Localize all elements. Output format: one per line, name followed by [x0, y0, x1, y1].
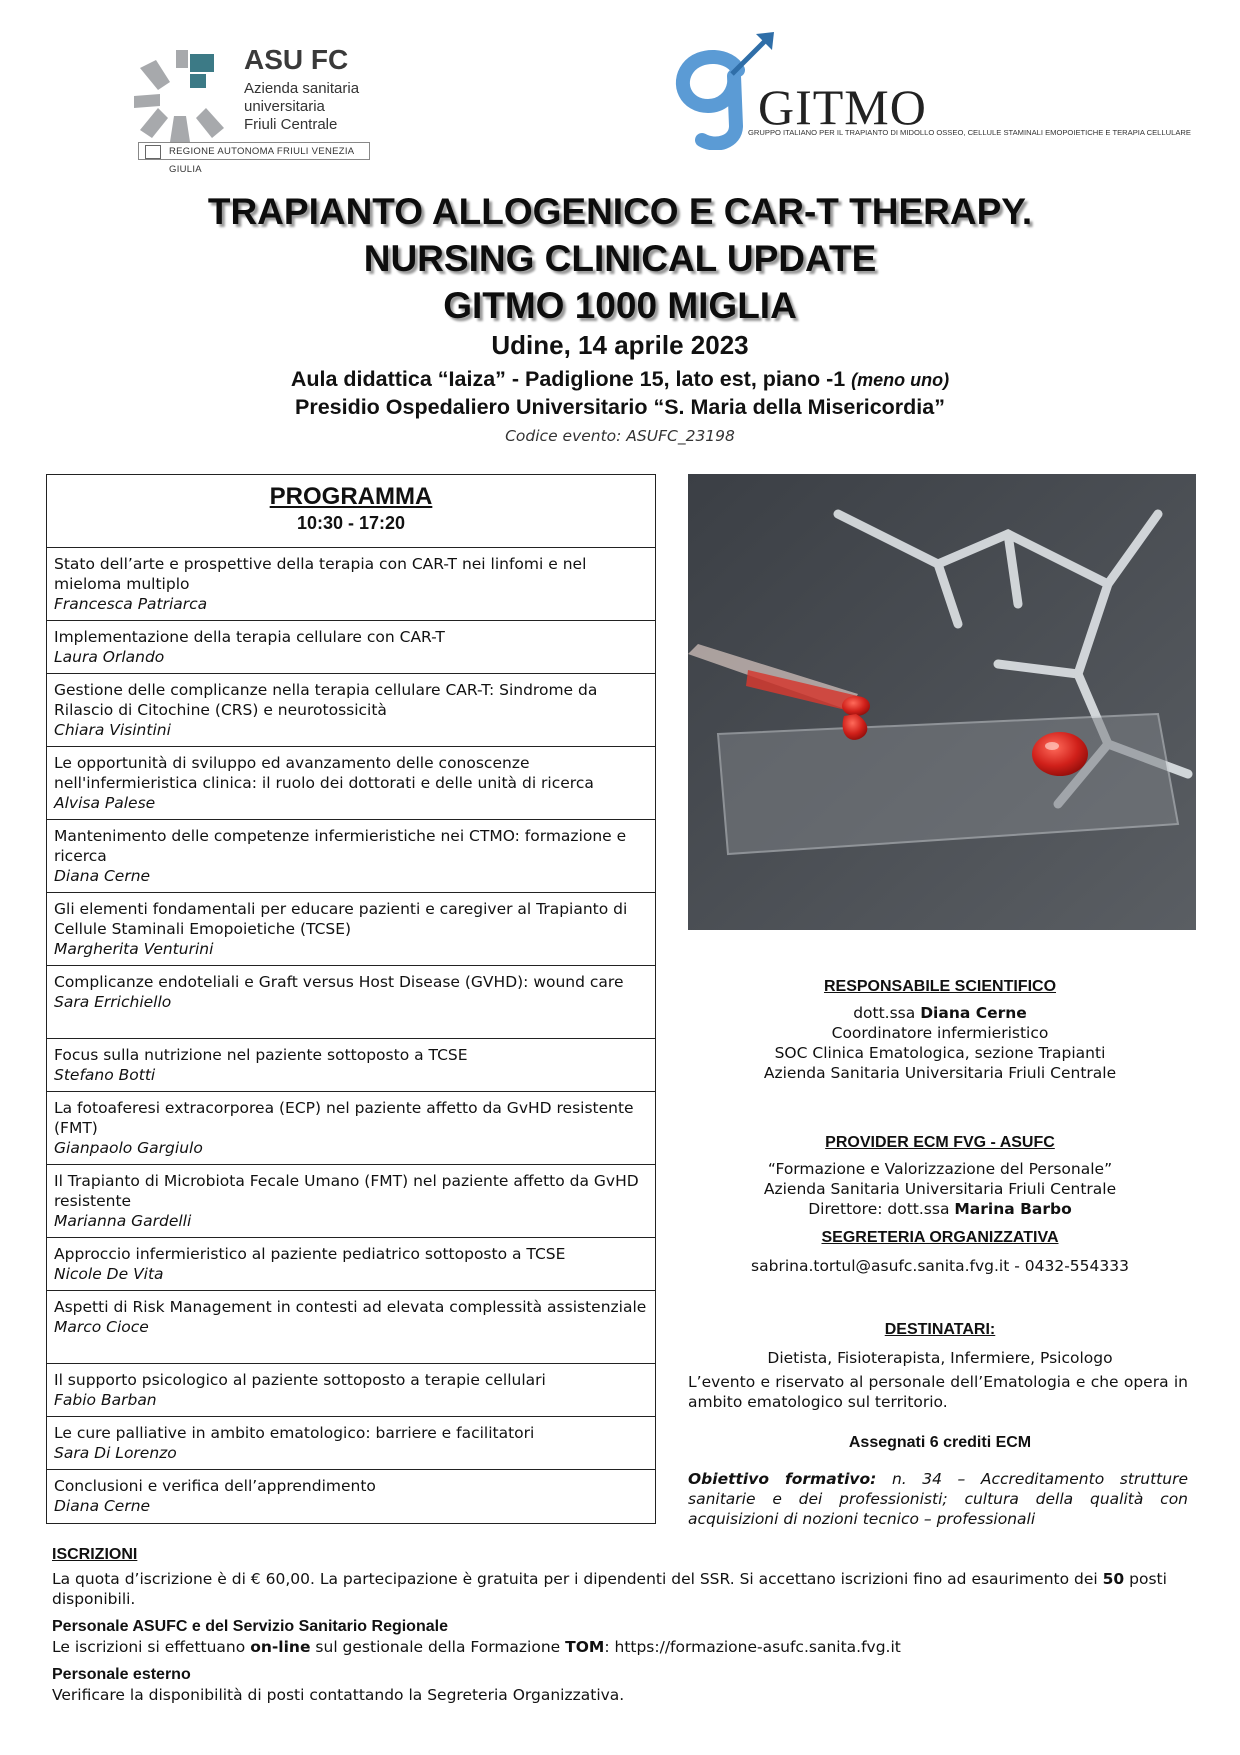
responsabile-name: Diana Cerne — [920, 1004, 1027, 1022]
iscrizioni-heading: ISCRIZIONI — [52, 1546, 138, 1563]
program-row — [47, 966, 655, 1039]
program-row — [47, 1092, 655, 1165]
program-speaker: Chiara Visintini — [54, 721, 171, 739]
internal-staff-heading: Personale ASUFC e del Servizio Sanitario Regionale — [52, 1618, 448, 1635]
program-speaker: Fabio Barban — [54, 1391, 157, 1409]
asufc-subtitle-line: universitaria — [244, 98, 325, 115]
program-topic: Aspetti di Risk Management in contesti ad elevata complessità assistenziale — [54, 1298, 647, 1316]
asufc-subtitle-line: Azienda sanitaria — [244, 80, 360, 97]
iscrizioni-seats-label: posti disponibili. — [52, 1570, 1167, 1608]
internal-text-b: sul gestionale della Formazione — [315, 1638, 561, 1656]
destinatari-section — [680, 1320, 1200, 1368]
internal-text-a: Le iscrizioni si effettuano — [52, 1638, 246, 1656]
program-speaker: Marco Cioce — [54, 1318, 149, 1336]
program-row — [47, 1238, 655, 1291]
segreteria-contact: sabrina.tortul@asufc.sanita.fvg.it - 0432-554333 — [751, 1257, 1129, 1275]
program-row — [47, 1039, 655, 1092]
program-speaker: Gianpaolo Gargiulo — [54, 1139, 203, 1157]
destinatari-text: L’evento e riservato al personale dell’Ematologia e che opera in ambito ematologico sul territorio. — [688, 1373, 1188, 1411]
internal-staff-text — [52, 1637, 1192, 1657]
program-speaker: Margherita Venturini — [54, 940, 214, 958]
external-staff-heading: Personale esterno — [52, 1666, 191, 1683]
program-topic: Conclusioni e verifica dell’apprendimento — [54, 1477, 376, 1495]
external-staff-text: Verificare la disponibilità di posti contattando la Segreteria Organizzativa. — [52, 1686, 625, 1704]
provider-heading: PROVIDER ECM FVG - ASUFC — [825, 1134, 1055, 1151]
segreteria-heading: SEGRETERIA ORGANIZZATIVA — [821, 1229, 1059, 1246]
region-emblem-icon — [145, 145, 161, 159]
program-speaker: Marianna Gardelli — [54, 1212, 192, 1230]
responsabile-unit: SOC Clinica Ematologica, sezione Trapianti — [774, 1044, 1106, 1062]
program-topic: La fotoaferesi extracorporea (ECP) nel paziente affetto da GvHD resistente (FMT) — [54, 1099, 634, 1137]
obiettivo-text: n. 34 – Accreditamento strutture sanitarie e dei professionisti; cultura della qualità con acquisizioni di nozioni tecnico – professionali — [688, 1470, 1188, 1528]
asufc-emblem-icon — [130, 46, 230, 146]
program-topic: Gestione delle complicanze nella terapia cellulare CAR-T: Sindrome da Rilascio di Citochine (CRS) e neurotossicità — [54, 681, 598, 719]
program-topic: Stato dell’arte e prospettive della terapia con CAR-T nei linfomi e nel mieloma multiplo — [54, 555, 587, 593]
responsabile-role: Coordinatore infermieristico — [831, 1024, 1049, 1042]
program-row — [47, 820, 655, 893]
gitmo-logo — [660, 30, 1191, 150]
program-speaker: Laura Orlando — [54, 648, 165, 666]
program-topic: Implementazione della terapia cellulare con CAR-T — [54, 628, 445, 646]
program-row — [47, 893, 655, 966]
provider-line-1: “Formazione e Valorizzazione del Personale” — [767, 1160, 1113, 1178]
responsabile-name-line — [680, 1003, 1200, 1023]
destinatari-roles: Dietista, Fisioterapista, Infermiere, Psicologo — [767, 1349, 1113, 1367]
responsabile-prefix: dott.ssa — [853, 1004, 916, 1022]
program-time: 10:30 - 17:20 — [296, 513, 406, 533]
event-title-line-1: TRAPIANTO ALLOGENICO E CAR-T THERAPY. — [207, 191, 1033, 232]
internal-online: on-line — [250, 1638, 311, 1656]
region-name: REGIONE AUTONOMA FRIULI VENEZIA GIULIA — [169, 146, 354, 175]
responsabile-heading: RESPONSABILE SCIENTIFICO — [823, 978, 1057, 995]
provider-director-prefix: Direttore: dott.ssa — [808, 1200, 950, 1218]
program-title: PROGRAMMA — [269, 483, 433, 510]
program-row — [47, 674, 655, 747]
program-row — [47, 1417, 655, 1470]
event-title-line-3: GITMO 1000 MIGLIA — [443, 285, 797, 326]
program-row — [47, 747, 655, 820]
event-hospital: Presidio Ospedaliero Universitario “S. Maria della Misericordia” — [294, 395, 945, 419]
program-speaker: Francesca Patriarca — [54, 595, 208, 613]
responsabile-section — [680, 977, 1200, 1083]
asufc-subtitle-line: Friuli Centrale — [244, 116, 338, 133]
program-topic: Complicanze endoteliali e Graft versus Host Disease (GVHD): wound care — [54, 973, 624, 991]
responsabile-org: Azienda Sanitaria Universitaria Friuli Centrale — [763, 1064, 1117, 1082]
iscrizioni-fee-text — [52, 1569, 1192, 1609]
gitmo-wordmark: GITMO — [758, 79, 927, 135]
region-banner — [138, 142, 370, 175]
iscrizioni-fee-line: La quota d’iscrizione è di € 60,00. La partecipazione è gratuita per i dipendenti del SSR. Si accettano iscrizioni fino ad esaurimento dei — [52, 1570, 1098, 1588]
program-row — [47, 1470, 655, 1523]
program-topic: Il supporto psicologico al paziente sottoposto a terapie cellulari — [54, 1371, 546, 1389]
event-venue — [0, 367, 1240, 392]
program-speaker: Diana Cerne — [54, 867, 151, 885]
program-row — [47, 1291, 655, 1364]
program-topic: Le cure palliative in ambito ematologico: barriere e facilitatori — [54, 1424, 535, 1442]
program-speaker: Alvisa Palese — [54, 794, 156, 812]
provider-line-2: Azienda Sanitaria Universitaria Friuli Centrale — [763, 1180, 1117, 1198]
program-speaker: Sara Errichiello — [54, 993, 172, 1011]
program-topic: Focus sulla nutrizione nel paziente sottoposto a TCSE — [54, 1046, 468, 1064]
venue-note: (meno uno) — [851, 370, 950, 390]
program-topic: Le opportunità di sviluppo ed avanzamento delle conoscenze nell'infermieristica clinica: il ruolo dei dottorati e delle unità di ricerca — [54, 754, 594, 792]
destinatari-heading: DESTINATARI: — [884, 1321, 996, 1338]
program-speaker: Nicole De Vita — [54, 1265, 164, 1283]
program-row — [47, 1364, 655, 1417]
program-speaker: Sara Di Lorenzo — [54, 1444, 177, 1462]
program-speaker: Diana Cerne — [54, 1497, 151, 1515]
program-topic: Mantenimento delle competenze infermieristiche nei CTMO: formazione e ricerca — [54, 827, 627, 865]
segreteria-section — [680, 1228, 1200, 1276]
program-table — [46, 474, 656, 1524]
program-row — [47, 621, 655, 674]
program-row — [47, 1165, 655, 1238]
obiettivo-label: Obiettivo formativo: — [688, 1470, 877, 1488]
obiettivo-formativo — [688, 1469, 1188, 1529]
internal-tom: TOM — [565, 1638, 605, 1656]
program-header — [47, 475, 655, 548]
provider-section — [680, 1133, 1200, 1219]
program-speaker: Stefano Botti — [54, 1066, 156, 1084]
program-topic: Approccio infermieristico al paziente pediatrico sottoposto a TCSE — [54, 1245, 566, 1263]
iscrizioni-section — [52, 1545, 1192, 1705]
program-row — [47, 548, 655, 621]
asufc-title: ASU FC — [244, 44, 349, 75]
registration-url-link[interactable]: : https://formazione-asufc.sanita.fvg.it — [604, 1638, 901, 1656]
gitmo-tagline: GRUPPO ITALIANO PER IL TRAPIANTO DI MIDOLLO OSSEO, CELLULE STAMINALI EMOPOIETICHE E TERAPIA CELLULARE — [748, 128, 1191, 137]
event-title-line-2: NURSING CLINICAL UPDATE — [363, 238, 877, 279]
iscrizioni-seats: 50 — [1102, 1570, 1125, 1588]
venue-text: Aula didattica “Iaiza” - Padiglione 15, lato est, piano -1 — [290, 367, 846, 391]
asufc-logo — [130, 40, 380, 175]
event-code: Codice evento: ASUFC_23198 — [505, 427, 735, 445]
provider-director-name: Marina Barbo — [954, 1200, 1072, 1218]
program-topic: Il Trapianto di Microbiota Fecale Umano (FMT) nel paziente affetto da GvHD resistente — [54, 1172, 639, 1210]
provider-director-line — [680, 1199, 1200, 1219]
ecm-credits: Assegnati 6 crediti ECM — [848, 1434, 1032, 1451]
event-date: Udine, 14 aprile 2023 — [491, 330, 749, 360]
program-topic: Gli elementi fondamentali per educare pazienti e caregiver al Trapianto di Cellule Staminali Emopoietiche (TCSE) — [54, 900, 628, 938]
pipette-blood-drop-photo — [688, 474, 1196, 930]
